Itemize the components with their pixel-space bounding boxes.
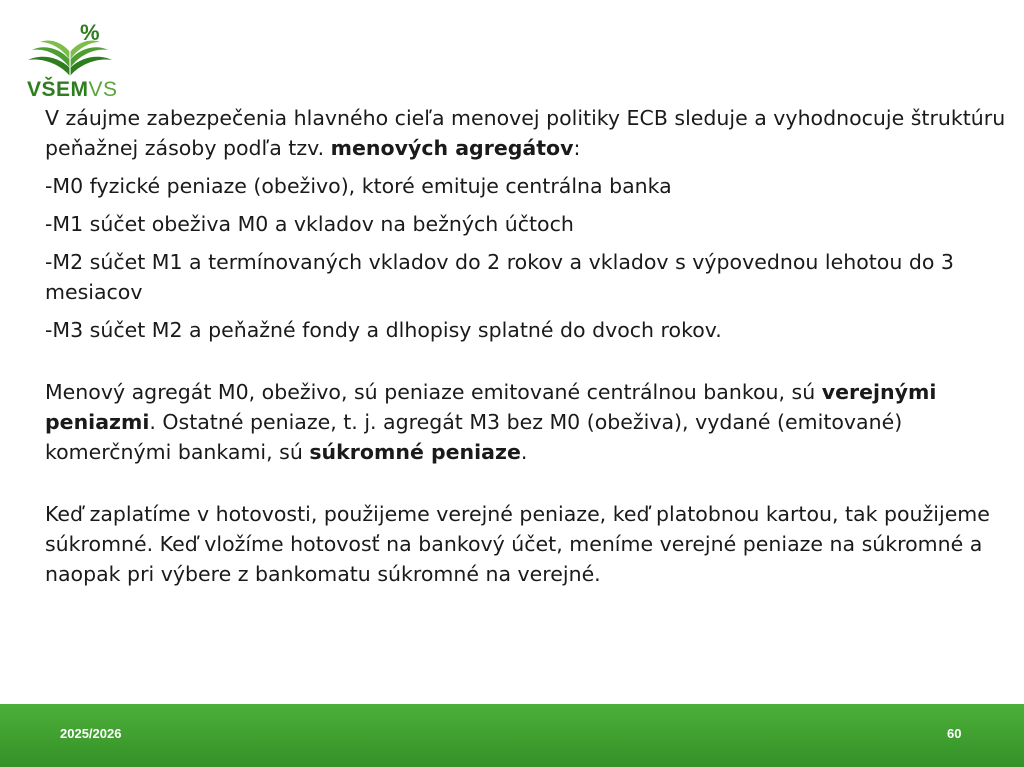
- para2-bold-1: verejnými peniazmi: [45, 380, 937, 434]
- academic-year: 2025/2026: [60, 726, 122, 741]
- aggregate-m1: -M1 súčet obeživa M0 a vkladov na bežných účtoch: [45, 212, 574, 236]
- para2-text-3: .: [520, 440, 528, 464]
- footer-bar: [0, 704, 1024, 767]
- open-book-icon: [20, 18, 120, 80]
- brand-suffix: VS: [88, 78, 118, 101]
- payment-paragraph: Keď zaplatíme v hotovosti, použijeme verejné peniaze, keď platobnou kartou, tak použijeme súkromné. Keď vložíme hotovosť na bankový účet, meníme verejné peniaze na súkromné a naopak pri výbere z bankomatu súkromné na verejné.: [45, 502, 990, 586]
- page-number: 60: [947, 726, 962, 741]
- slide-content: [45, 103, 1015, 597]
- logo-text: [27, 78, 118, 102]
- aggregate-m3: -M3 súčet M2 a peňažné fondy a dlhopisy splatné do dvoch rokov.: [45, 318, 722, 342]
- intro-bold: menových agregátov: [330, 136, 574, 160]
- public-private-paragraph: [45, 377, 1015, 467]
- percent-icon: %: [80, 20, 100, 45]
- brand-main: VŠEM: [27, 78, 89, 101]
- para2-text-2: . Ostatné peniaze, t. j. agregát M3 bez M0 (obeživa), vydané (emitované) komerčnými bankami, sú: [45, 410, 903, 464]
- intro-paragraph: [45, 103, 1015, 163]
- intro-text: V záujme zabezpečenia hlavného cieľa menovej politiky ECB sleduje a vyhodnocuje štruktúru peňažnej zásoby podľa tzv.: [45, 106, 1006, 160]
- para2-bold-2: súkromné peniaze: [309, 440, 521, 464]
- intro-colon: :: [573, 136, 581, 160]
- para2-text-1: Menový agregát M0, obeživo, sú peniaze emitované centrálnou bankou, sú: [45, 380, 822, 404]
- aggregate-m0: -M0 fyzické peniaze (obeživo), ktoré emituje centrálna banka: [45, 174, 672, 198]
- aggregate-m2: -M2 súčet M1 a termínovaných vkladov do 2 rokov a vkladov s výpovednou lehotou do 3 mesiacov: [45, 250, 954, 304]
